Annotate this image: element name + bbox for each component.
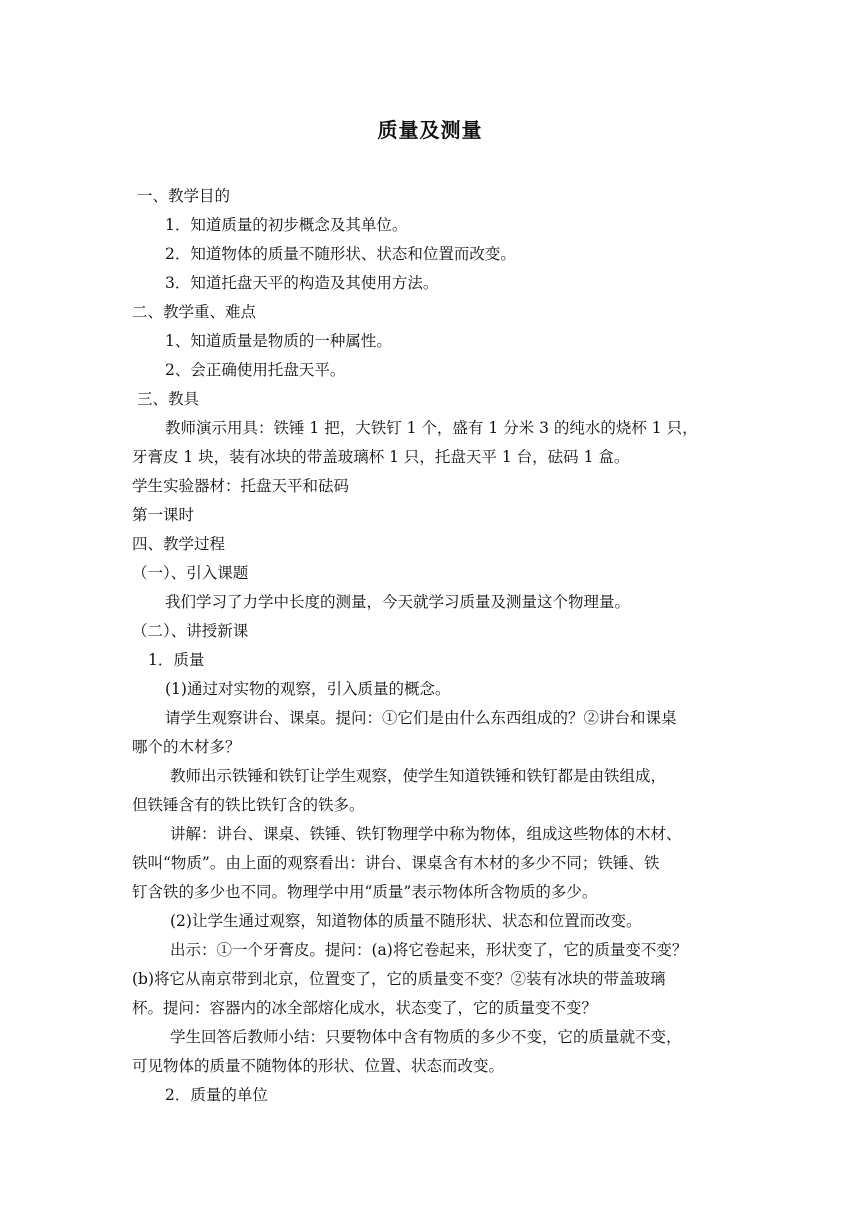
section-mass-unit: 2．质量的单位 — [165, 1086, 268, 1104]
summary-paragraph-line-1: 学生回答后教师小结：只要物体中含有物质的多少不变，它的质量就不变， — [170, 1028, 682, 1046]
heading-key-points: 二、教学重、难点 — [132, 303, 257, 321]
lesson-label: 第一课时 — [132, 506, 195, 524]
heading-objectives: 一、教学目的 — [137, 187, 231, 205]
demo-paragraph-line-3: 杯。提问：容器内的冰全部熔化成水，状态变了，它的质量变不变？ — [132, 999, 598, 1017]
subheading-new-lesson: （二）、讲授新课 — [132, 622, 249, 640]
explain-paragraph-line-2: 铁叫“物质”。由上面的观察看出：讲台、课桌含有木材的多少不同；铁锤、铁 — [132, 854, 660, 872]
observe-paragraph-line-2: 哪个的木材多？ — [132, 738, 241, 756]
heading-equipment: 三、教具 — [137, 390, 200, 408]
demo-paragraph-line-1: 出示：①一个牙膏皮。提问：(a)将它卷起来，形状变了，它的质量变不变？ — [170, 941, 688, 959]
objective-item-2: 2．知道物体的质量不随形状、状态和位置而改变。 — [165, 245, 516, 263]
heading-process: 四、教学过程 — [132, 535, 226, 553]
hammer-paragraph-line-2: 但铁锤含有的铁比铁钉含的铁多。 — [132, 796, 365, 814]
demo-paragraph-line-2: (b)将它从南京带到北京，位置变了，它的质量变不变？②装有冰块的带盖玻璃 — [132, 970, 666, 988]
objective-item-3: 3．知道托盘天平的构造及其使用方法。 — [165, 274, 439, 292]
subheading-intro: （一）、引入课题 — [132, 564, 249, 582]
document-title: 质量及测量 — [377, 118, 483, 142]
section-mass: 1．质量 — [148, 651, 205, 669]
intro-text: 我们学习了力学中长度的测量，今天就学习质量及测量这个物理量。 — [165, 593, 631, 611]
explain-paragraph-line-1: 讲解：讲台、课桌、铁锤、铁钉物理学中称为物体，组成这些物体的木材、 — [170, 825, 682, 843]
hammer-paragraph-line-1: 教师出示铁锤和铁钉让学生观察，使学生知道铁锤和铁钉都是由铁组成， — [170, 767, 667, 785]
summary-paragraph-line-2: 可见物体的质量不随物体的形状、位置、状态而改变。 — [132, 1057, 505, 1075]
explain-paragraph-line-3: 钉含铁的多少也不同。物理学中用“质量”表示物体所含物质的多少。 — [132, 883, 598, 901]
observe-paragraph-line-1: 请学生观察讲台、课桌。提问：①它们是由什么东西组成的？②讲台和课桌 — [165, 709, 677, 727]
mass-point-2: (2)让学生通过观察，知道物体的质量不随形状、状态和位置而改变。 — [170, 912, 642, 930]
equipment-teacher-line-2: 牙膏皮 1 块，装有冰块的带盖玻璃杯 1 只，托盘天平 1 台，砝码 1 盒。 — [132, 448, 630, 466]
equipment-teacher-line-1: 教师演示用具：铁锤 1 把，大铁钉 1 个，盛有 1 分米 3 的纯水的烧杯 1 只， — [165, 419, 698, 437]
key-point-item-1: 1、知道质量是物质的一种属性。 — [165, 332, 392, 350]
key-point-item-2: 2、会正确使用托盘天平。 — [165, 361, 346, 379]
mass-point-1: (1)通过对实物的观察，引入质量的概念。 — [165, 680, 451, 698]
objective-item-1: 1．知道质量的初步概念及其单位。 — [165, 216, 408, 234]
equipment-student: 学生实验器材：托盘天平和砝码 — [132, 477, 350, 495]
